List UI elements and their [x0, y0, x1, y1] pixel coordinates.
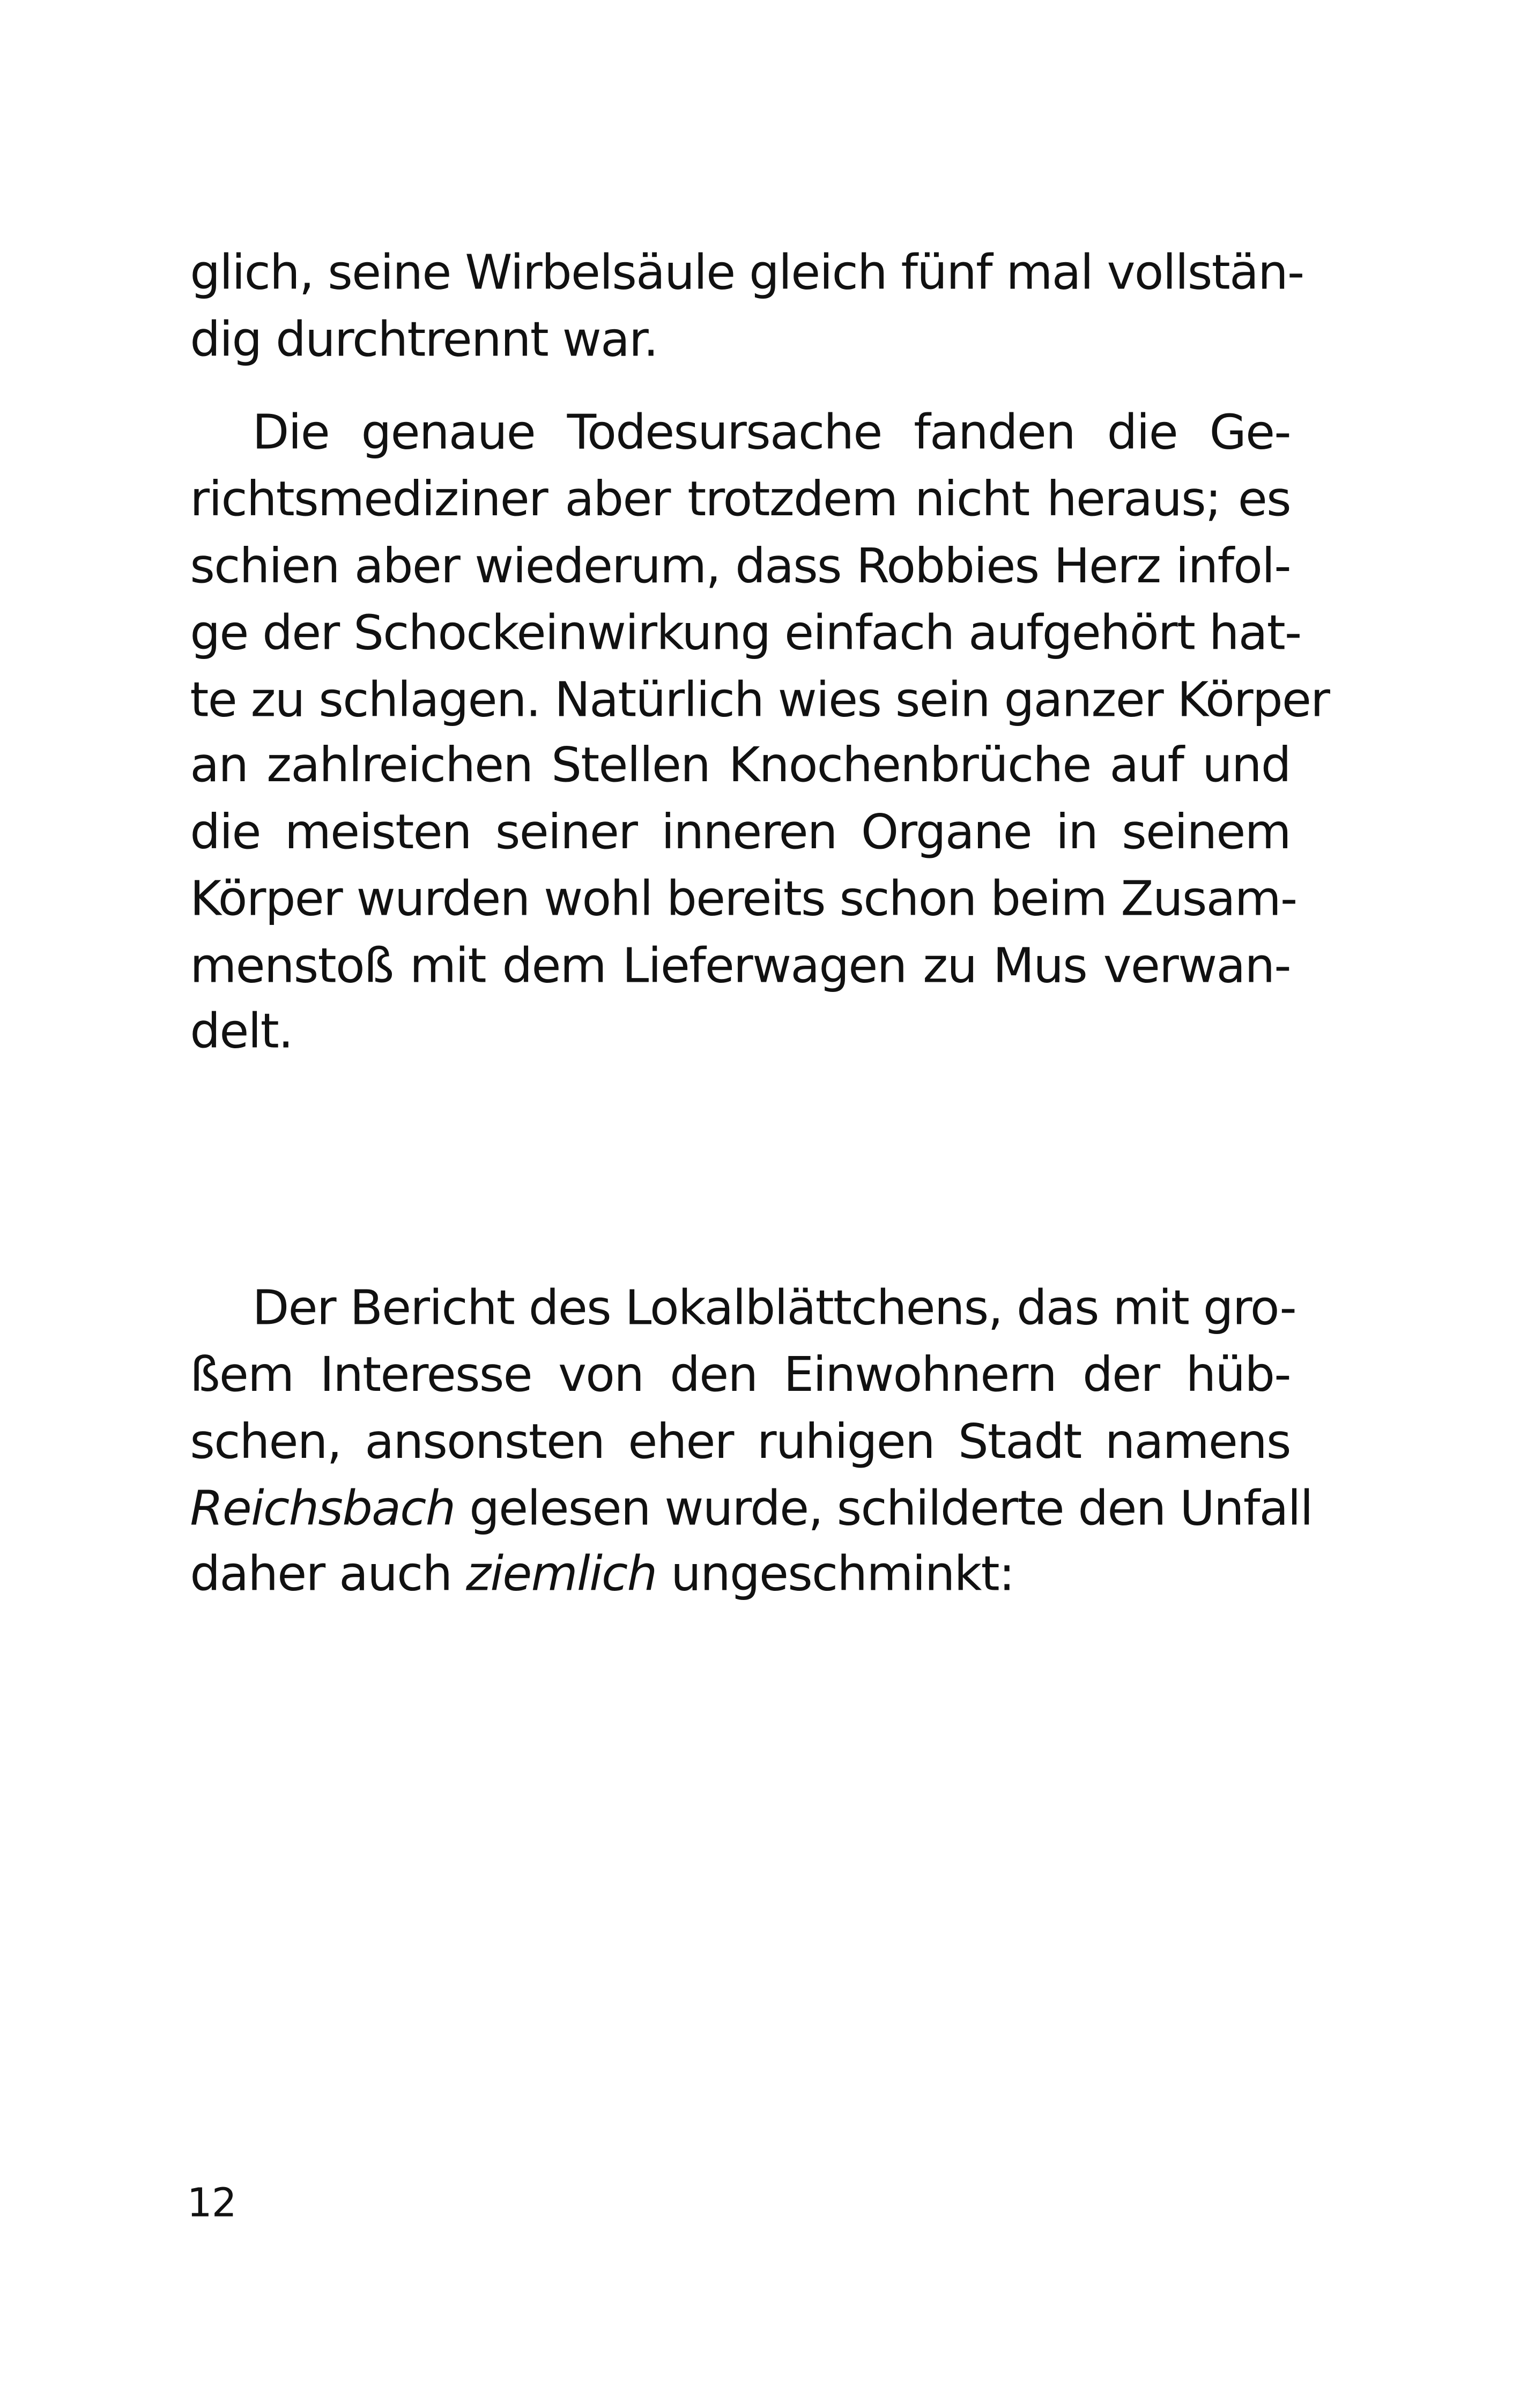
text-line: ßem Interesse von den Einwohnern der hüb- — [190, 1348, 1291, 1403]
text-line: te zu schlagen. Natürlich wies sein ganzer Körper — [190, 673, 1330, 728]
text-line: ge der Schockeinwirkung einfach aufgehört hat- — [190, 606, 1301, 662]
text-line: menstoß mit dem Lieferwagen zu Mus verwan- — [190, 939, 1291, 995]
italic-word: Reichsbach — [190, 1482, 455, 1537]
text-line: dig durchtrennt war. — [190, 313, 658, 368]
text-line: richtsmediziner aber trotzdem nicht heraus; es — [190, 472, 1291, 528]
text-line: schien aber wiederum, dass Robbies Herz infol- — [190, 539, 1291, 595]
text-line: an zahlreichen Stellen Knochenbrüche auf und — [190, 738, 1291, 794]
text-line: Der Bericht des Lokalblättchens, das mit gro- — [252, 1281, 1296, 1336]
text-line — [190, 1476, 1313, 1543]
text-line: glich, seine Wirbelsäule gleich fünf mal vollstän- — [190, 246, 1304, 301]
text-line: Die genaue Todesursache fanden die Ge- — [252, 405, 1291, 461]
italic-word: ziemlich — [466, 1547, 657, 1603]
text-line: delt. — [190, 1004, 293, 1059]
text-line: Körper wurden wohl bereits schon beim Zusam- — [190, 872, 1297, 928]
text-segment: gelesen wurde, schilderte den Unfall — [455, 1482, 1313, 1537]
text-line: die meisten seiner inneren Organe in seinem — [190, 805, 1291, 861]
text-line: schen, ansonsten eher ruhigen Stadt namens — [190, 1415, 1291, 1470]
page-number: 12 — [187, 2181, 236, 2227]
text-line — [190, 1542, 1291, 1609]
text-segment: ungeschminkt: — [656, 1547, 1014, 1603]
text-segment: daher auch — [190, 1547, 466, 1603]
